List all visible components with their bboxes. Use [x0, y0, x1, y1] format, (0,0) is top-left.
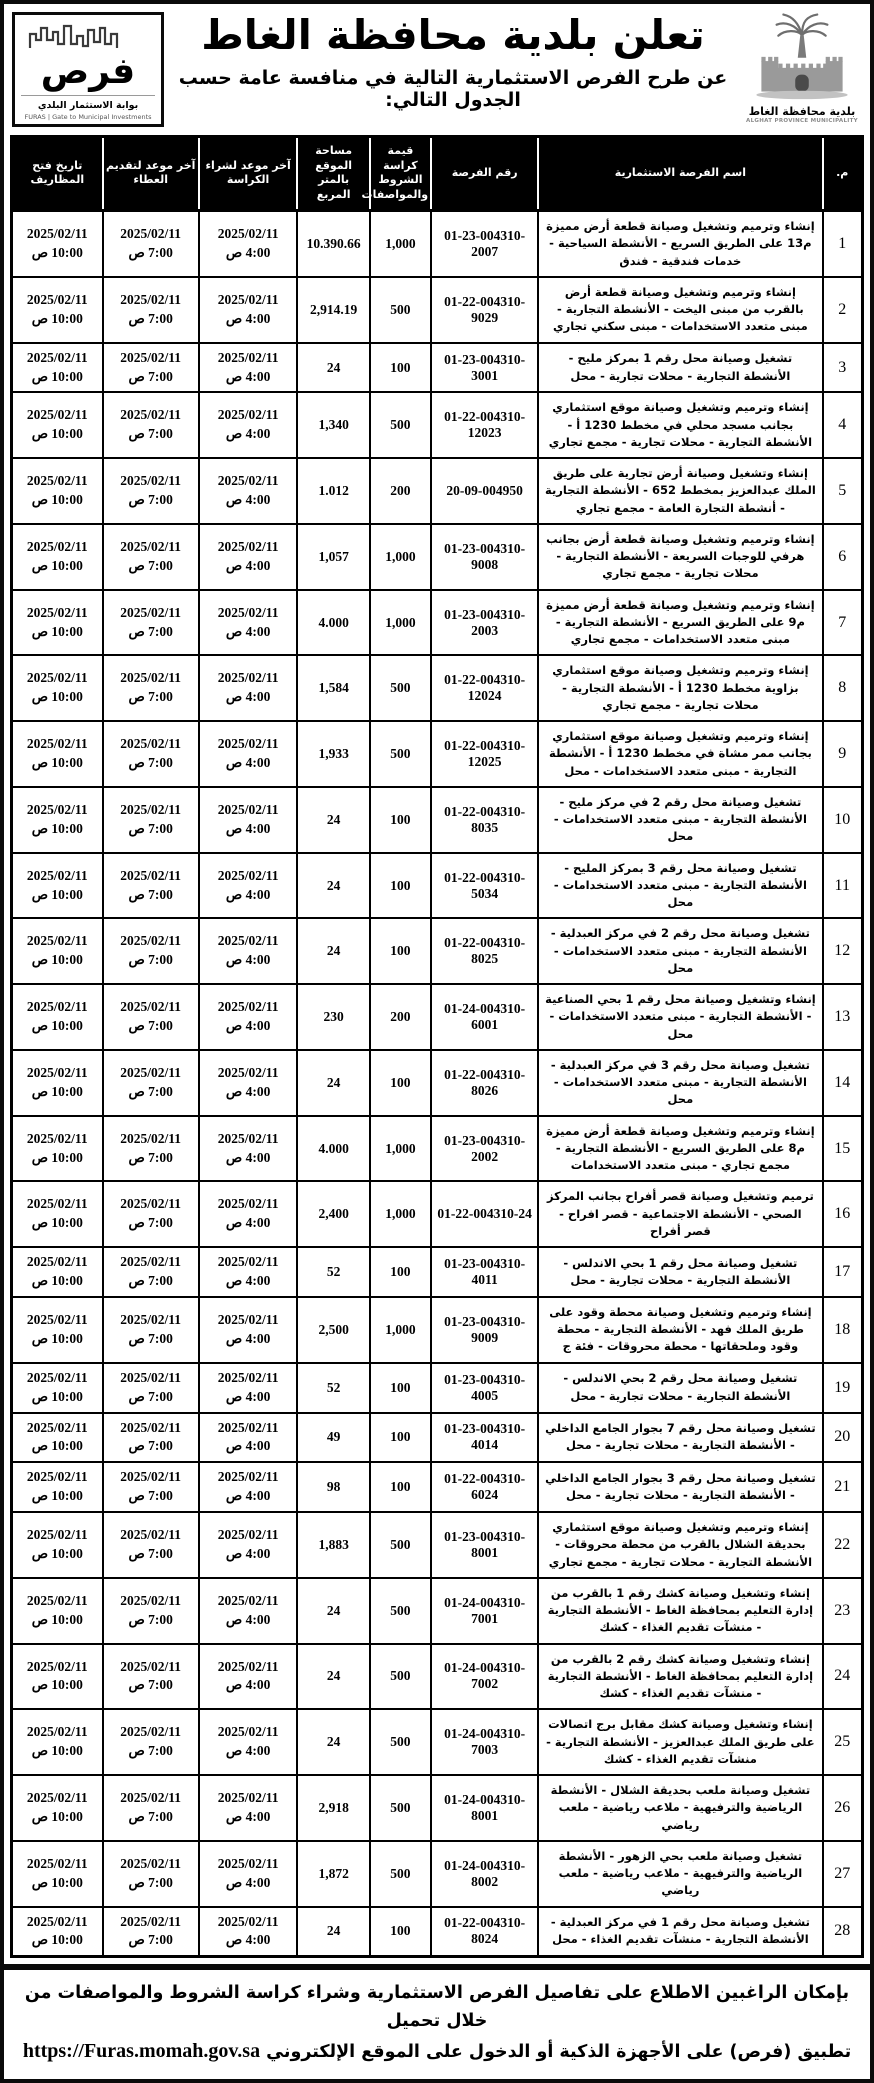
opportunity-name-cell: تشغيل وصيانة محل رقم 1 بحي الاندلس - الأنشطة التجارية - محلات تجارية - محل	[538, 1247, 822, 1297]
row-number-cell: 7	[823, 590, 863, 656]
table-row	[12, 853, 863, 919]
opportunity-name-cell: تشغيل وصيانة محل رقم 2 بحي الاندلس - الأنشطة التجارية - محلات تجارية - محل	[538, 1363, 822, 1413]
row-number-cell: 8	[823, 655, 863, 721]
opportunity-name-cell: إنشاء وتشغيل وصيانة كشك رقم 1 بالقرب من إدارة التعليم بمحافظة الغاط - الأنشطة التجارية - منشآت تقديم الغذاء - كشك	[538, 1578, 822, 1644]
site-area-cell: 230	[297, 984, 369, 1050]
opportunity-number-cell: 01-24-004310-8002	[431, 1841, 538, 1907]
table-row	[12, 1247, 863, 1297]
table-row	[12, 1413, 863, 1463]
row-number-cell: 28	[823, 1907, 863, 1957]
booklet-value-cell: 200	[370, 458, 431, 524]
envelope-opening-date-cell: 2025/02/11 10:00 ص	[12, 343, 103, 393]
municipality-name-ar: بلدية محافظة الغاط	[748, 105, 856, 118]
row-number-cell: 5	[823, 458, 863, 524]
table-row	[12, 655, 863, 721]
opportunity-number-cell: 01-22-004310-8026	[431, 1050, 538, 1116]
opportunity-number-cell: 01-24-004310-7002	[431, 1644, 538, 1710]
envelope-opening-date-cell: 2025/02/11 10:00 ص	[12, 1181, 103, 1247]
table-row	[12, 211, 863, 277]
booklet-value-cell: 1,000	[370, 1116, 431, 1182]
table-row	[12, 1363, 863, 1413]
row-number-cell: 1	[823, 211, 863, 277]
site-area-cell: 2,400	[297, 1181, 369, 1247]
bid-submission-deadline-cell: 2025/02/11 7:00 ص	[103, 590, 199, 656]
opportunity-number-cell: 01-23-004310-2003	[431, 590, 538, 656]
row-number-cell: 14	[823, 1050, 863, 1116]
table-row	[12, 1297, 863, 1363]
row-number-cell: 2	[823, 277, 863, 343]
booklet-purchase-deadline-cell: 2025/02/11 4:00 ص	[199, 721, 298, 787]
table-row	[12, 984, 863, 1050]
opportunity-number-cell: 01-22-004310-8024	[431, 1907, 538, 1957]
booklet-value-cell: 500	[370, 721, 431, 787]
municipality-emblem-icon	[749, 85, 855, 104]
row-number-cell: 23	[823, 1578, 863, 1644]
booklet-purchase-deadline-cell: 2025/02/11 4:00 ص	[199, 853, 298, 919]
table-header-row	[12, 136, 863, 210]
opportunity-number-cell: 01-23-004310-9009	[431, 1297, 538, 1363]
opportunity-name-cell: تشغيل وصيانة ملعب بحي الزهور - الأنشطة الرياضية والترفيهية - ملاعب رياضية - ملعب رياضي	[538, 1841, 822, 1907]
table-row	[12, 1709, 863, 1775]
envelope-opening-date-cell: 2025/02/11 10:00 ص	[12, 984, 103, 1050]
booklet-value-cell: 1,000	[370, 211, 431, 277]
booklet-value-cell: 500	[370, 277, 431, 343]
bid-submission-deadline-cell: 2025/02/11 7:00 ص	[103, 1181, 199, 1247]
site-area-cell: 1.012	[297, 458, 369, 524]
table-row	[12, 1181, 863, 1247]
envelope-opening-date-cell: 2025/02/11 10:00 ص	[12, 1050, 103, 1116]
bid-submission-deadline-cell: 2025/02/11 7:00 ص	[103, 918, 199, 984]
bid-submission-deadline-cell: 2025/02/11 7:00 ص	[103, 1462, 199, 1512]
col-header-bid-deadline: آخر موعد لتقديم العطاء	[103, 136, 199, 210]
opportunity-number-cell: 01-23-004310-2007	[431, 211, 538, 277]
bid-submission-deadline-cell: 2025/02/11 7:00 ص	[103, 984, 199, 1050]
bid-submission-deadline-cell: 2025/02/11 7:00 ص	[103, 1907, 199, 1957]
footer-line2	[18, 2035, 856, 2067]
booklet-value-cell: 1,000	[370, 524, 431, 590]
opportunity-number-cell: 01-24-004310-6001	[431, 984, 538, 1050]
opportunity-name-cell: إنشاء وتشغيل وصيانة أرض تجارية على طريق الملك عبدالعزيز بمخطط 652 - الأنشطة التجارية - أنشطة التجارة العامة - مجمع تجاري	[538, 458, 822, 524]
footer-line2-text: تطبيق (فرص) على الأجهزة الذكية أو الدخول على الموقع الإلكتروني	[266, 2042, 852, 2063]
envelope-opening-date-cell: 2025/02/11 10:00 ص	[12, 1462, 103, 1512]
booklet-purchase-deadline-cell: 2025/02/11 4:00 ص	[199, 1116, 298, 1182]
opportunity-name-cell: إنشاء وتشغيل وصيانة كشك مقابل برج اتصالات على طريق الملك عبدالعزيز - الأنشطة التجارية - منشآت تقديم الغذاء - كشك	[538, 1709, 822, 1775]
bid-submission-deadline-cell: 2025/02/11 7:00 ص	[103, 277, 199, 343]
row-number-cell: 3	[823, 343, 863, 393]
bid-submission-deadline-cell: 2025/02/11 7:00 ص	[103, 1297, 199, 1363]
bid-submission-deadline-cell: 2025/02/11 7:00 ص	[103, 1247, 199, 1297]
furas-tagline-ar: بوابة الاستثمار البلدي	[21, 95, 155, 111]
booklet-purchase-deadline-cell: 2025/02/11 4:00 ص	[199, 787, 298, 853]
table-row	[12, 277, 863, 343]
row-number-cell: 26	[823, 1775, 863, 1841]
bid-submission-deadline-cell: 2025/02/11 7:00 ص	[103, 721, 199, 787]
col-header-booklet-value: قيمة كراسة الشروط والمواصفات	[370, 136, 431, 210]
opportunity-number-cell: 01-22-004310-8025	[431, 918, 538, 984]
opportunity-name-cell: تشغيل وصيانة محل رقم 1 في مركز العبدلية - الأنشطة التجارية - منشآت تقديم الغذاء - محل	[538, 1907, 822, 1957]
row-number-cell: 27	[823, 1841, 863, 1907]
furas-wordmark: فرص	[40, 51, 136, 92]
opportunity-number-cell: 01-24-004310-7001	[431, 1578, 538, 1644]
opportunity-name-cell: إنشاء وترميم وتشغيل وصيانة موقع استثماري بجانب مسجد محلي في مخطط 1230 أ - الأنشطة التجارية - محلات تجارية - مجمع تجاري	[538, 392, 822, 458]
table-row	[12, 1841, 863, 1907]
envelope-opening-date-cell: 2025/02/11 10:00 ص	[12, 277, 103, 343]
opportunity-name-cell: إنشاء وترميم وتشغيل وصيانة موقع استثماري بحديقة الشلال بالقرب من محطة محروقات - الأنشطة التجارية - محلات تجارية - مجمع تجاري	[538, 1512, 822, 1578]
table-row	[12, 721, 863, 787]
booklet-value-cell: 500	[370, 1709, 431, 1775]
table-row	[12, 392, 863, 458]
bid-submission-deadline-cell: 2025/02/11 7:00 ص	[103, 1709, 199, 1775]
opportunity-number-cell: 01-22-004310-12025	[431, 721, 538, 787]
row-number-cell: 17	[823, 1247, 863, 1297]
booklet-value-cell: 100	[370, 343, 431, 393]
opportunity-number-cell: 01-22-004310-12023	[431, 392, 538, 458]
booklet-value-cell: 500	[370, 1775, 431, 1841]
table-row	[12, 1775, 863, 1841]
booklet-value-cell: 500	[370, 655, 431, 721]
envelope-opening-date-cell: 2025/02/11 10:00 ص	[12, 1578, 103, 1644]
envelope-opening-date-cell: 2025/02/11 10:00 ص	[12, 392, 103, 458]
row-number-cell: 24	[823, 1644, 863, 1710]
site-area-cell: 49	[297, 1413, 369, 1463]
bid-submission-deadline-cell: 2025/02/11 7:00 ص	[103, 1116, 199, 1182]
row-number-cell: 16	[823, 1181, 863, 1247]
booklet-purchase-deadline-cell: 2025/02/11 4:00 ص	[199, 1578, 298, 1644]
table-row	[12, 524, 863, 590]
envelope-opening-date-cell: 2025/02/11 10:00 ص	[12, 1841, 103, 1907]
booklet-purchase-deadline-cell: 2025/02/11 4:00 ص	[199, 1841, 298, 1907]
bid-submission-deadline-cell: 2025/02/11 7:00 ص	[103, 655, 199, 721]
envelope-opening-date-cell: 2025/02/11 10:00 ص	[12, 721, 103, 787]
footer-line1: بإمكان الراغبين الاطلاع على تفاصيل الفرص الاستثمارية وشراء كراسة الشروط والمواصفات من خلال تحميل	[24, 1983, 850, 2032]
col-header-site-area: مساحة الموقع بالمتر المربع	[297, 136, 369, 210]
table-row	[12, 787, 863, 853]
booklet-value-cell: 100	[370, 1050, 431, 1116]
envelope-opening-date-cell: 2025/02/11 10:00 ص	[12, 1297, 103, 1363]
site-area-cell: 1,057	[297, 524, 369, 590]
col-header-num: م.	[823, 136, 863, 210]
booklet-purchase-deadline-cell: 2025/02/11 4:00 ص	[199, 1907, 298, 1957]
opportunity-name-cell: إنشاء وترميم وتشغيل وصيانة قطعة أرض بجانب هرفي للوجبات السريعة - الأنشطة التجارية - محلات تجارية - مجمع تجاري	[538, 524, 822, 590]
site-area-cell: 1,872	[297, 1841, 369, 1907]
envelope-opening-date-cell: 2025/02/11 10:00 ص	[12, 1413, 103, 1463]
opportunity-number-cell: 20-09-004950	[431, 458, 538, 524]
row-number-cell: 15	[823, 1116, 863, 1182]
bid-submission-deadline-cell: 2025/02/11 7:00 ص	[103, 524, 199, 590]
opportunity-name-cell: إنشاء وترميم وتشغيل وصيانة موقع استثماري بجانب ممر مشاة في مخطط 1230 أ - الأنشطة التجارية - مبنى متعدد الاستخدامات - محل	[538, 721, 822, 787]
opportunity-name-cell: تشغيل وصيانة ملعب بحديقة الشلال - الأنشطة الرياضية والترفيهية - ملاعب رياضية - ملعب رياضي	[538, 1775, 822, 1841]
booklet-value-cell: 100	[370, 918, 431, 984]
booklet-purchase-deadline-cell: 2025/02/11 4:00 ص	[199, 1512, 298, 1578]
col-header-opportunity-number: رقم الفرصة	[431, 136, 538, 210]
furas-logo	[12, 12, 164, 127]
row-number-cell: 13	[823, 984, 863, 1050]
table-row	[12, 1512, 863, 1578]
booklet-purchase-deadline-cell: 2025/02/11 4:00 ص	[199, 590, 298, 656]
row-number-cell: 20	[823, 1413, 863, 1463]
opportunity-name-cell: إنشاء وترميم وتشغيل وصيانة قطعة أرض مميزة م13 على الطريق السريع - الأنشطة السياحية - خدمات فندقية - فندق	[538, 211, 822, 277]
booklet-purchase-deadline-cell: 2025/02/11 4:00 ص	[199, 1775, 298, 1841]
booklet-purchase-deadline-cell: 2025/02/11 4:00 ص	[199, 1462, 298, 1512]
booklet-purchase-deadline-cell: 2025/02/11 4:00 ص	[199, 1709, 298, 1775]
row-number-cell: 12	[823, 918, 863, 984]
col-header-booklet-purchase-deadline: آخر موعد لشراء الكراسة	[199, 136, 298, 210]
bid-submission-deadline-cell: 2025/02/11 7:00 ص	[103, 458, 199, 524]
booklet-purchase-deadline-cell: 2025/02/11 4:00 ص	[199, 984, 298, 1050]
bid-submission-deadline-cell: 2025/02/11 7:00 ص	[103, 787, 199, 853]
envelope-opening-date-cell: 2025/02/11 10:00 ص	[12, 1775, 103, 1841]
envelope-opening-date-cell: 2025/02/11 10:00 ص	[12, 1644, 103, 1710]
col-header-opportunity-name: اسم الفرصة الاستثمارية	[538, 136, 822, 210]
envelope-opening-date-cell: 2025/02/11 10:00 ص	[12, 853, 103, 919]
bid-submission-deadline-cell: 2025/02/11 7:00 ص	[103, 1578, 199, 1644]
site-area-cell: 1,340	[297, 392, 369, 458]
site-area-cell: 10.390.66	[297, 211, 369, 277]
row-number-cell: 22	[823, 1512, 863, 1578]
booklet-value-cell: 500	[370, 1644, 431, 1710]
envelope-opening-date-cell: 2025/02/11 10:00 ص	[12, 918, 103, 984]
booklet-value-cell: 500	[370, 1578, 431, 1644]
furas-tagline-en: FURAS | Gate to Municipal Investments	[24, 112, 152, 121]
site-area-cell: 24	[297, 787, 369, 853]
bid-submission-deadline-cell: 2025/02/11 7:00 ص	[103, 1363, 199, 1413]
booklet-purchase-deadline-cell: 2025/02/11 4:00 ص	[199, 1297, 298, 1363]
opportunity-name-cell: إنشاء وتشغيل وصيانة محل رقم 1 بحي الصناعية - الأنشطة التجارية - مبنى متعدد الاستخدامات - محل	[538, 984, 822, 1050]
bid-submission-deadline-cell: 2025/02/11 7:00 ص	[103, 1413, 199, 1463]
opportunity-name-cell: إنشاء وترميم وتشغيل وصيانة موقع استثماري بزاوية مخطط 1230 أ - الأنشطة التجارية - محلات تجارية - مجمع تجاري	[538, 655, 822, 721]
row-number-cell: 4	[823, 392, 863, 458]
bid-submission-deadline-cell: 2025/02/11 7:00 ص	[103, 1050, 199, 1116]
booklet-purchase-deadline-cell: 2025/02/11 4:00 ص	[199, 392, 298, 458]
envelope-opening-date-cell: 2025/02/11 10:00 ص	[12, 655, 103, 721]
bid-submission-deadline-cell: 2025/02/11 7:00 ص	[103, 1841, 199, 1907]
opportunity-number-cell: 01-23-004310-4014	[431, 1413, 538, 1463]
booklet-value-cell: 500	[370, 1841, 431, 1907]
municipality-name-en: ALGHAT PROVINCE MUNICIPALITY	[746, 118, 858, 124]
table-row	[12, 1116, 863, 1182]
opportunity-number-cell: 01-23-004310-4011	[431, 1247, 538, 1297]
opportunity-number-cell: 01-22-004310-5034	[431, 853, 538, 919]
booklet-value-cell: 200	[370, 984, 431, 1050]
envelope-opening-date-cell: 2025/02/11 10:00 ص	[12, 787, 103, 853]
col-header-envelope-opening: تاريخ فتح المظاريف	[12, 136, 103, 210]
masthead-titles	[172, 12, 734, 111]
opportunity-number-cell: 01-22-004310-12024	[431, 655, 538, 721]
opportunity-name-cell: تشغيل وصيانة محل رقم 2 في مركز العبدلية - الأنشطة التجارية - مبنى متعدد الاستخدامات - محل	[538, 918, 822, 984]
booklet-value-cell: 100	[370, 1462, 431, 1512]
furas-website-link[interactable]: https://Furas.momah.gov.sa	[22, 2040, 261, 2063]
booklet-value-cell: 500	[370, 1512, 431, 1578]
row-number-cell: 19	[823, 1363, 863, 1413]
site-area-cell: 24	[297, 1709, 369, 1775]
booklet-purchase-deadline-cell: 2025/02/11 4:00 ص	[199, 918, 298, 984]
booklet-purchase-deadline-cell: 2025/02/11 4:00 ص	[199, 1363, 298, 1413]
booklet-purchase-deadline-cell: 2025/02/11 4:00 ص	[199, 211, 298, 277]
opportunity-number-cell: 01-22-004310-8035	[431, 787, 538, 853]
booklet-purchase-deadline-cell: 2025/02/11 4:00 ص	[199, 343, 298, 393]
envelope-opening-date-cell: 2025/02/11 10:00 ص	[12, 211, 103, 277]
envelope-opening-date-cell: 2025/02/11 10:00 ص	[12, 1363, 103, 1413]
opportunity-number-cell: 01-22-004310-24	[431, 1181, 538, 1247]
table-row	[12, 343, 863, 393]
site-area-cell: 1,584	[297, 655, 369, 721]
envelope-opening-date-cell: 2025/02/11 10:00 ص	[12, 1512, 103, 1578]
booklet-value-cell: 1,000	[370, 1181, 431, 1247]
envelope-opening-date-cell: 2025/02/11 10:00 ص	[12, 1247, 103, 1297]
envelope-opening-date-cell: 2025/02/11 10:00 ص	[12, 524, 103, 590]
booklet-value-cell: 100	[370, 1413, 431, 1463]
opportunity-number-cell: 01-23-004310-4005	[431, 1363, 538, 1413]
opportunity-number-cell: 01-23-004310-2002	[431, 1116, 538, 1182]
site-area-cell: 52	[297, 1247, 369, 1297]
site-area-cell: 2,500	[297, 1297, 369, 1363]
page-subtitle: عن طرح الفرص الاستثمارية التالية في منافسة عامة حسب الجدول التالي:	[178, 67, 728, 112]
booklet-purchase-deadline-cell: 2025/02/11 4:00 ص	[199, 524, 298, 590]
opportunity-number-cell: 01-22-004310-6024	[431, 1462, 538, 1512]
booklet-purchase-deadline-cell: 2025/02/11 4:00 ص	[199, 655, 298, 721]
table-row	[12, 918, 863, 984]
booklet-value-cell: 1,000	[370, 590, 431, 656]
site-area-cell: 24	[297, 1050, 369, 1116]
booklet-value-cell: 100	[370, 1907, 431, 1957]
envelope-opening-date-cell: 2025/02/11 10:00 ص	[12, 590, 103, 656]
envelope-opening-date-cell: 2025/02/11 10:00 ص	[12, 1907, 103, 1957]
row-number-cell: 21	[823, 1462, 863, 1512]
row-number-cell: 25	[823, 1709, 863, 1775]
opportunity-name-cell: إنشاء وتشغيل وصيانة كشك رقم 2 بالقرب من إدارة التعليم بمحافظة الغاط - الأنشطة التجارية - منشآت تقديم الغذاء - كشك	[538, 1644, 822, 1710]
booklet-purchase-deadline-cell: 2025/02/11 4:00 ص	[199, 1247, 298, 1297]
row-number-cell: 11	[823, 853, 863, 919]
opportunity-name-cell: تشغيل وصيانة محل رقم 3 في مركز العبدلية - الأنشطة التجارية - مبنى متعدد الاستخدامات - محل	[538, 1050, 822, 1116]
row-number-cell: 6	[823, 524, 863, 590]
envelope-opening-date-cell: 2025/02/11 10:00 ص	[12, 1116, 103, 1182]
opportunity-number-cell: 01-24-004310-7003	[431, 1709, 538, 1775]
table-row	[12, 1907, 863, 1957]
row-number-cell: 18	[823, 1297, 863, 1363]
table-row	[12, 458, 863, 524]
site-area-cell: 1,883	[297, 1512, 369, 1578]
booklet-value-cell: 100	[370, 787, 431, 853]
site-area-cell: 24	[297, 1907, 369, 1957]
opportunity-name-cell: تشغيل وصيانة محل رقم 7 بجوار الجامع الداخلي - الأنشطة التجارية - محلات تجارية - محل	[538, 1413, 822, 1463]
site-area-cell: 4.000	[297, 590, 369, 656]
table-row	[12, 1644, 863, 1710]
bid-submission-deadline-cell: 2025/02/11 7:00 ص	[103, 392, 199, 458]
bid-submission-deadline-cell: 2025/02/11 7:00 ص	[103, 1775, 199, 1841]
row-number-cell: 9	[823, 721, 863, 787]
site-area-cell: 2,918	[297, 1775, 369, 1841]
opportunity-name-cell: إنشاء وترميم وتشغيل وصيانة محطة وقود على طريق الملك فهد - الأنشطة التجارية - محطة وقود وملحقاتها - محطة محروقات - فئة ج	[538, 1297, 822, 1363]
footer-notice	[4, 1964, 870, 2079]
opportunity-name-cell: تشغيل وصيانة محل رقم 3 بجوار الجامع الداخلي - الأنشطة التجارية - محلات تجارية - محل	[538, 1462, 822, 1512]
booklet-purchase-deadline-cell: 2025/02/11 4:00 ص	[199, 1050, 298, 1116]
booklet-value-cell: 500	[370, 392, 431, 458]
opportunity-name-cell: تشغيل وصيانة محل رقم 1 بمركز مليح - الأنشطة التجارية - محلات تجارية - محل	[538, 343, 822, 393]
opportunity-number-cell: 01-22-004310-9029	[431, 277, 538, 343]
booklet-value-cell: 1,000	[370, 1297, 431, 1363]
opportunity-name-cell: إنشاء وترميم وتشغيل وصيانة قطعة أرض مميزة م8 على الطريق السريع - الأنشطة التجارية - مجمع تجاري - مبنى متعدد الاستخدامات	[538, 1116, 822, 1182]
table-row	[12, 590, 863, 656]
bid-submission-deadline-cell: 2025/02/11 7:00 ص	[103, 343, 199, 393]
page-title: تعلن بلدية محافظة الغاط	[201, 11, 705, 59]
booklet-purchase-deadline-cell: 2025/02/11 4:00 ص	[199, 1413, 298, 1463]
bid-submission-deadline-cell: 2025/02/11 7:00 ص	[103, 1512, 199, 1578]
site-area-cell: 2,914.19	[297, 277, 369, 343]
opportunity-number-cell: 01-24-004310-8001	[431, 1775, 538, 1841]
site-area-cell: 52	[297, 1363, 369, 1413]
table-row	[12, 1578, 863, 1644]
site-area-cell: 1,933	[297, 721, 369, 787]
municipality-logo	[742, 12, 862, 124]
opportunity-name-cell: إنشاء وترميم وتشغيل وصيانة قطعة أرض بالقرب من مبنى اليخت - الأنشطة التجارية - مبنى متعدد الاستخدامات - مبنى سكني تجاري	[538, 277, 822, 343]
site-area-cell: 24	[297, 1644, 369, 1710]
booklet-value-cell: 100	[370, 1247, 431, 1297]
site-area-cell: 24	[297, 1578, 369, 1644]
site-area-cell: 4.000	[297, 1116, 369, 1182]
bid-submission-deadline-cell: 2025/02/11 7:00 ص	[103, 853, 199, 919]
site-area-cell: 24	[297, 853, 369, 919]
opportunity-number-cell: 01-23-004310-3001	[431, 343, 538, 393]
masthead	[10, 8, 864, 135]
booklet-value-cell: 100	[370, 853, 431, 919]
opportunity-name-cell: إنشاء وترميم وتشغيل وصيانة قطعة أرض مميزة م9 على الطريق السريع - الأنشطة التجارية - مبنى متعدد الاستخدامات - مجمع تجاري	[538, 590, 822, 656]
opportunity-number-cell: 01-23-004310-9008	[431, 524, 538, 590]
opportunities-tbody	[12, 211, 863, 1957]
booklet-purchase-deadline-cell: 2025/02/11 4:00 ص	[199, 277, 298, 343]
table-row	[12, 1050, 863, 1116]
opportunity-name-cell: تشغيل وصيانة محل رقم 2 في مركز مليح - الأنشطة التجارية - مبنى متعدد الاستخدامات - محل	[538, 787, 822, 853]
envelope-opening-date-cell: 2025/02/11 10:00 ص	[12, 458, 103, 524]
site-area-cell: 98	[297, 1462, 369, 1512]
envelope-opening-date-cell: 2025/02/11 10:00 ص	[12, 1709, 103, 1775]
bid-submission-deadline-cell: 2025/02/11 7:00 ص	[103, 1644, 199, 1710]
site-area-cell: 24	[297, 343, 369, 393]
opportunity-name-cell: ترميم وتشغيل وصيانة قصر أفراح بجانب المركز الصحي - الأنشطة الاجتماعية - قصر افراح - قصر أفراح	[538, 1181, 822, 1247]
booklet-purchase-deadline-cell: 2025/02/11 4:00 ص	[199, 1181, 298, 1247]
booklet-purchase-deadline-cell: 2025/02/11 4:00 ص	[199, 1644, 298, 1710]
bid-submission-deadline-cell: 2025/02/11 7:00 ص	[103, 211, 199, 277]
opportunity-name-cell: تشغيل وصيانة محل رقم 3 بمركز المليح - الأنشطة التجارية - مبنى متعدد الاستخدامات - محل	[538, 853, 822, 919]
row-number-cell: 10	[823, 787, 863, 853]
booklet-value-cell: 100	[370, 1363, 431, 1413]
booklet-purchase-deadline-cell: 2025/02/11 4:00 ص	[199, 458, 298, 524]
site-area-cell: 24	[297, 918, 369, 984]
opportunity-number-cell: 01-23-004310-8001	[431, 1512, 538, 1578]
opportunities-table	[10, 135, 864, 1959]
table-row	[12, 1462, 863, 1512]
